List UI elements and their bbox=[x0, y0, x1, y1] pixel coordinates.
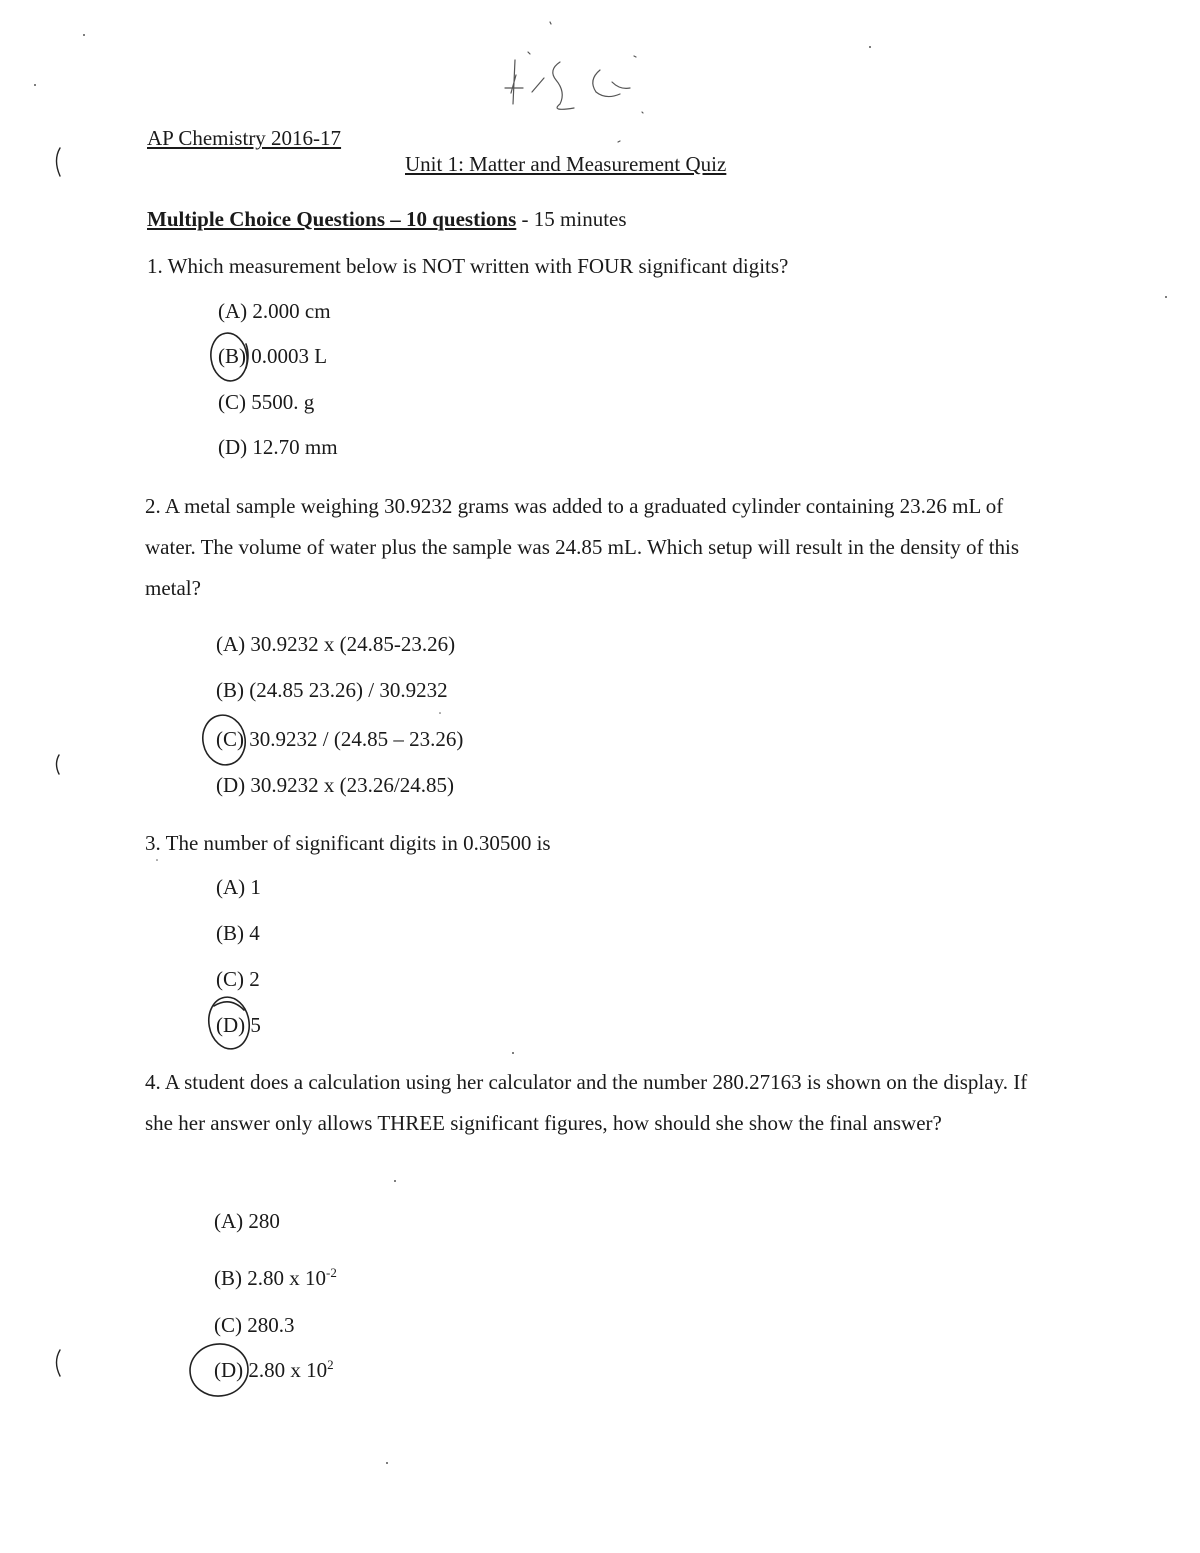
q4-option-b-base: (B) 2.80 x 10 bbox=[214, 1266, 326, 1290]
margin-mark bbox=[57, 148, 61, 176]
section-heading-text: Multiple Choice Questions – 10 questions bbox=[147, 207, 517, 231]
q4-option-d-exponent: 2 bbox=[327, 1357, 334, 1372]
quiz-title: Unit 1: Matter and Measurement Quiz bbox=[405, 152, 727, 176]
q3-option-c: (C) 2 bbox=[216, 967, 260, 991]
q4-option-c: (C) 280.3 bbox=[214, 1313, 295, 1337]
q2-option-c: (C) 30.9232 / (24.85 – 23.26) bbox=[216, 727, 464, 751]
q1-option-c: (C) 5500. g bbox=[218, 390, 315, 414]
q2-option-a: (A) 30.9232 x (24.85-23.26) bbox=[216, 632, 456, 656]
q3-circle-overlap bbox=[214, 1002, 244, 1010]
margin-mark bbox=[57, 755, 60, 774]
q4-option-a: (A) 280 bbox=[214, 1209, 280, 1233]
q2-option-b: (B) (24.85 23.26) / 30.9232 bbox=[216, 678, 448, 702]
q4-option-b-exponent: -2 bbox=[326, 1265, 337, 1280]
question-4-text: 4. A student does a calculation using her calculator and the number 280.27163 is shown on the display. If she her answer only allows THREE significant figures, how should she show the final answer? bbox=[145, 1070, 1028, 1135]
q3-option-b: (B) 4 bbox=[216, 921, 260, 945]
course-title: AP Chemistry 2016-17 bbox=[147, 126, 342, 150]
q4-option-d-base: (D) 2.80 x 10 bbox=[214, 1358, 328, 1382]
q2-option-d: (D) 30.9232 x (23.26/24.85) bbox=[216, 773, 454, 797]
q3-option-a: (A) 1 bbox=[216, 875, 261, 899]
q4-option-b bbox=[214, 1265, 337, 1290]
q4-option-d bbox=[214, 1357, 334, 1382]
question-1-text: 1. Which measurement below is NOT written with FOUR significant digits? bbox=[147, 254, 789, 278]
q1-option-a: (A) 2.000 cm bbox=[218, 299, 331, 323]
q1-option-d: (D) 12.70 mm bbox=[218, 435, 338, 459]
section-time: - 15 minutes bbox=[521, 207, 627, 231]
question-3-text: 3. The number of significant digits in 0.30500 is bbox=[145, 831, 551, 855]
handwritten-score-mark bbox=[505, 22, 643, 142]
scan-specks bbox=[34, 34, 1167, 1464]
section-heading bbox=[147, 209, 627, 230]
question-2-text: 2. A metal sample weighing 30.9232 grams was added to a graduated cylinder containing 23.26 mL of water. The volume of water plus the sample was 24.85 mL. Which setup will result in the density of this metal? bbox=[145, 494, 1020, 600]
q3-option-d: (D) 5 bbox=[216, 1013, 261, 1037]
q1-option-b: (B) 0.0003 L bbox=[218, 344, 328, 368]
margin-mark bbox=[57, 1350, 61, 1376]
